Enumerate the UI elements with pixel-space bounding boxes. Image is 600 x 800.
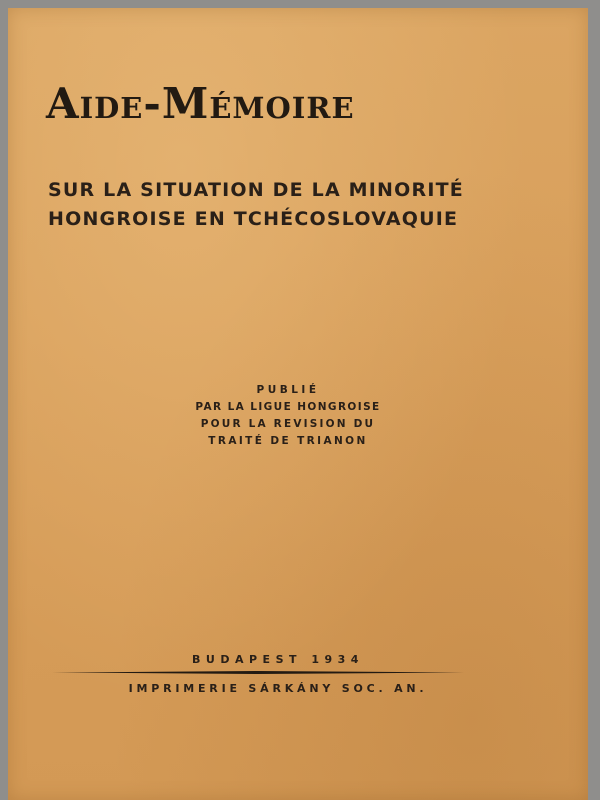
imprint-rule	[52, 671, 464, 674]
cover-title: Aide-Mémoire	[46, 79, 355, 128]
publisher-line: POUR LA REVISION DU	[200, 418, 376, 430]
subtitle-line: SUR LA SITUATION DE LA MINORITÉ	[48, 179, 464, 201]
publisher-line: PUBLIÉ	[256, 384, 320, 396]
publisher-line: TRAITÉ DE TRIANON	[208, 435, 368, 447]
imprint-place-year: BUDAPEST 1934	[192, 653, 364, 666]
book-cover	[8, 8, 588, 800]
subtitle-line: HONGROISE EN TCHÉCOSLOVAQUIE	[48, 208, 459, 230]
publisher-line: PAR LA LIGUE HONGROISE	[195, 401, 381, 413]
cover-subtitle	[48, 176, 464, 234]
publisher-statement	[148, 382, 428, 450]
imprint-printer: IMPRIMERIE SÁRKÁNY SOC. AN.	[128, 682, 428, 695]
